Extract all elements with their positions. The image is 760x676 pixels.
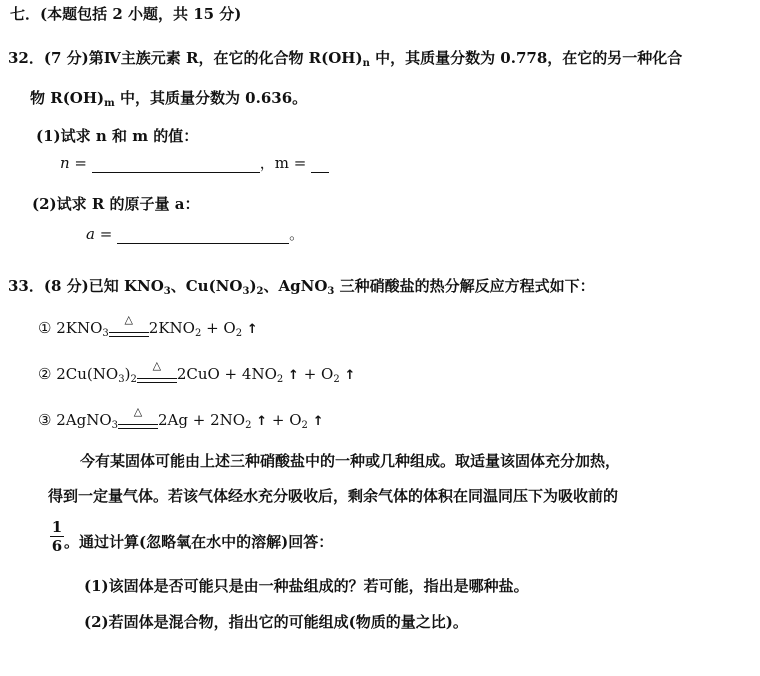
q33-intro: 33．(8 分)已知 $KNO_3$、$Cu(NO_3)_2$、AgNO$_3$ 三种硝酸盐的热分解反应方程式如下： <box>8 277 595 297</box>
gas-up-arrow-icon: ↑ <box>312 414 324 429</box>
q32-intro-line2: 物 $R(OH)_m$ 中，其质量分数为 0.636。 <box>30 89 308 109</box>
eq2-mark: ② <box>38 365 52 383</box>
fraction-one-sixth: $\frac{1}{6}$ <box>51 518 63 555</box>
equation-2: ② $2Cu(NO_3)_2$ △ $2CuO + 4NO_2$ ↑ + $O_2$ ↑ <box>38 359 356 385</box>
q32-part2: (2)试求 R 的原子量 a： <box>32 195 200 213</box>
heat-arrow: △ <box>118 416 158 432</box>
gas-up-arrow-icon: ↑ <box>344 368 356 383</box>
gas-up-arrow-icon: ↑ <box>246 322 258 337</box>
q32-intro-line1: 32．(7 分)第Ⅳ主族元素 R，在它的化合物 $R(OH)_n$ 中，其质量分数为 0.778，在它的另一种化合 <box>8 49 683 69</box>
q32-number: 32． <box>8 49 44 67</box>
heat-arrow: △ <box>109 324 149 340</box>
q33-number: 33． <box>8 277 44 295</box>
eq3-mark: ③ <box>38 411 52 429</box>
q33-sub2: (2)若固体是混合物，指出它的可能组成(物质的量之比)。 <box>84 613 468 631</box>
q32-part1: (1)试求 n 和 m 的值： <box>36 127 199 145</box>
m-answer-blank[interactable] <box>311 158 329 173</box>
q33-sub1: (1)该固体是否可能只是由一种盐组成的？若可能，指出是哪种盐。 <box>84 577 529 595</box>
gas-up-arrow-icon: ↑ <box>288 368 299 383</box>
n-answer-blank[interactable] <box>92 158 260 173</box>
section-header: 七．(本题包括 2 小题，共 15 分) <box>10 5 242 23</box>
equation-1: ① $2KNO_3$ △ $2KNO_2 + O_2$ ↑ <box>38 313 258 339</box>
heat-arrow: △ <box>137 370 177 386</box>
q32-part2-answer: a = 。 <box>86 225 305 243</box>
q33-para2: 得到一定量气体。若该气体经水充分吸收后，剩余气体的体积在同温同压下为吸收前的 <box>48 487 619 505</box>
equation-3: ③ 2AgNO$_3$ △ $2Ag + 2NO_2$ ↑ + $O_2$ ↑ <box>38 405 324 431</box>
q33-para3: 。通过计算(忽略氧在水中的溶解)回答： <box>64 533 334 551</box>
q33-para1: 今有某固体可能由上述三种硝酸盐中的一种或几种组成。取适量该固体充分加热， <box>80 452 621 470</box>
gas-up-arrow-icon: ↑ <box>256 414 268 429</box>
a-answer-blank[interactable] <box>117 229 289 244</box>
q32-part1-answer: n = ，m = <box>60 153 329 173</box>
eq1-mark: ① <box>38 319 52 337</box>
